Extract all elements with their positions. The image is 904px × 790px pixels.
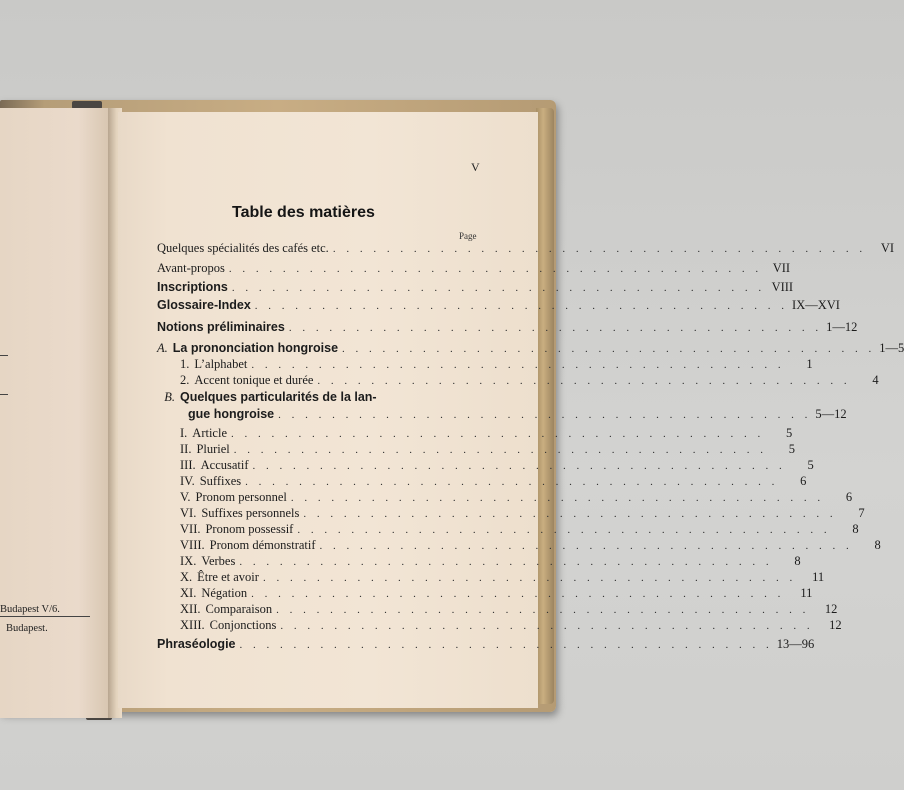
toc-entry <box>180 522 859 538</box>
toc-entry-number: B. <box>164 390 175 404</box>
toc-leader-dots: . . . . . . . . . . . . . . . . . . . . . . . . . . . . . . . . . . . . . . . . <box>276 604 810 616</box>
toc-entry-page: 4 <box>872 373 879 387</box>
toc-entry-page: VI <box>880 241 895 255</box>
toc-entry-label: L’alphabet <box>194 357 248 371</box>
toc-leader-dots: . . . . . . . . . . . . . . . . . . . . . . . . . . . . . . . . . . . . . . . . <box>290 492 825 504</box>
toc-entry-label: Comparaison <box>205 602 273 616</box>
left-page-line-2: Budapest. <box>6 623 48 634</box>
toc-entry-page: 6 <box>800 474 807 488</box>
toc-leader-dots: . . . . . . . . . . . . . . . . . . . . . . . . . . . . . . . . . . . . . . . . <box>288 322 823 334</box>
toc-entry <box>157 390 482 406</box>
toc-entry-label: gue hongroise <box>188 407 275 421</box>
toc-entry-label: Pronom démonstratif <box>209 538 316 552</box>
toc-entry-page: 1 <box>806 357 813 371</box>
toc-leader-dots: . . . . . . . . . . . . . . . . . . . . . . . . . . . . . . . . . . . . . . . . <box>254 300 789 312</box>
toc-entry <box>157 341 904 357</box>
toc-entry-page: 5 <box>807 458 814 472</box>
toc-entry <box>180 458 814 474</box>
toc-entry-label: Avant-propos <box>157 261 225 275</box>
toc-entry-number: II. <box>180 442 192 456</box>
toc-leader-dots: . . . . . . . . . . . . . . . . . . . . . . . . . . . . . . . . . . . . . . . . <box>231 428 765 440</box>
toc-entry <box>180 490 853 506</box>
toc-entry-number: VII. <box>180 522 201 536</box>
toc-entry-page: 8 <box>874 538 881 552</box>
toc-entry-number: X. <box>180 570 193 584</box>
toc-entry-label: Suffixes <box>199 474 242 488</box>
toc-entry <box>180 602 838 618</box>
toc-entry-label: Verbes <box>201 554 236 568</box>
toc-leader-dots: . . . . . . . . . . . . . . . . . . . . . . . . . . . . . . . . . . . . . . . . <box>319 540 853 552</box>
toc-leader-dots: . . . . . . . . . . . . . . . . . . . . . . . . . . . . . . . . . . . . . . . . <box>251 359 785 371</box>
toc-entry-label: Quelques spécialités des cafés etc. <box>157 241 329 255</box>
toc-entry <box>180 357 813 373</box>
toc-entry-label: Accent tonique et durée <box>194 373 314 387</box>
toc-entry-page: 7 <box>858 506 865 520</box>
toc-entry-label: Pluriel <box>196 442 230 456</box>
toc-leader-dots: . . . . . . . . . . . . . . . . . . . . . . . . . . . . . . . . . . . . . . . . <box>280 620 814 632</box>
toc-entry-label: Glossaire-Index <box>157 298 251 312</box>
toc-entry <box>180 474 807 490</box>
toc-entry <box>180 618 842 634</box>
toc-leader-dots: . . . . . . . . . . . . . . . . . . . . . . . . . . . . . . . . . . . . . . . . <box>239 556 773 568</box>
toc-leader-dots: . . . . . . . . . . . . . . . . . . . . . . . . . . . . . . . . . . . . . . . . <box>231 282 766 294</box>
toc-entry <box>157 637 815 653</box>
toc-entry-number: XIII. <box>180 618 205 632</box>
toc-entry <box>180 538 881 554</box>
left-underline <box>0 616 90 617</box>
page-number: V <box>471 160 480 174</box>
toc-entry-label: Accusatif <box>200 458 249 472</box>
toc-leader-dots: . . . . . . . . . . . . . . . . . . . . . . . . . . . . . . . . . . . . . . . . <box>233 444 768 456</box>
toc-leader-dots: . . . . . . . . . . . . . . . . . . . . . . . . . . . . . . . . . . . . . . . . <box>278 409 812 421</box>
toc-entry-number: 1. <box>180 357 190 371</box>
toc-entry-number: XI. <box>180 586 197 600</box>
toc-leader-dots: . . . . . . . . . . . . . . . . . . . . . . . . . . . . . . . . . . . . . . . . <box>297 524 831 536</box>
toc-leader-dots: . . . . . . . . . . . . . . . . . . . . . . . . . . . . . . . . . . . . . . . . <box>245 476 779 488</box>
toc-entry <box>157 261 791 277</box>
toc-leader-dots: . . . . . . . . . . . . . . . . . . . . . . . . . . . . . . . . . . . . . . . . <box>251 588 785 600</box>
toc-entry-page: 1—12 <box>826 320 858 334</box>
toc-entry <box>180 586 813 602</box>
toc-entry-number: V. <box>180 490 191 504</box>
toc-entry-number: IX. <box>180 554 197 568</box>
toc-entry <box>180 554 801 570</box>
toc-entry-label: Pronom possessif <box>205 522 294 536</box>
toc-entry-number: VI. <box>180 506 197 520</box>
toc-leader-dots: . . . . . . . . . . . . . . . . . . . . . . . . . . . . . . . . . . . . . . . . <box>317 375 851 387</box>
toc-leader-dots: . . . . . . . . . . . . . . . . . . . . . . . . . . . . . . . . . . . . . . . . <box>332 243 867 255</box>
toc-entry-number: I. <box>180 426 188 440</box>
toc-entry-page: 12 <box>824 602 838 616</box>
toc-entry <box>180 442 796 458</box>
toc-entry-label: Notions préliminaires <box>157 320 285 334</box>
toc-entry-label: Article <box>192 426 228 440</box>
toc-leader-dots: . . . . . . . . . . . . . . . . . . . . . . . . . . . . . . . . . . . . . . . . <box>239 639 773 651</box>
toc-entry-label: Être et avoir <box>197 570 259 584</box>
toc-entry <box>180 373 879 389</box>
toc-entry <box>180 426 793 442</box>
toc-entry-label: Phraséologie <box>157 637 236 651</box>
toc-leader-dots: . . . . . . . . . . . . . . . . . . . . . . . . . . . . . . . . . . . . . . . . <box>228 263 763 275</box>
toc-leader-dots: . . . . . . . . . . . . . . . . . . . . . . . . . . . . . . . . . . . . . . . . <box>262 572 797 584</box>
toc-entry <box>180 570 825 586</box>
toc-entry-label: Pronom personnel <box>195 490 287 504</box>
toc-entry-number: III. <box>180 458 196 472</box>
toc-entry-number: VIII. <box>180 538 205 552</box>
toc-entry <box>180 506 865 522</box>
left-rule-1 <box>0 355 8 356</box>
toc-entry-label: Quelques particularités de la lan- <box>180 390 377 404</box>
left-page-line-1: Budapest V/6. <box>0 604 60 615</box>
toc-entry <box>157 241 895 257</box>
toc-entry <box>157 298 840 314</box>
toc-entry-page: 11 <box>800 586 813 600</box>
toc-entry-page: 5 <box>786 426 793 440</box>
toc-leader-dots: . . . . . . . . . . . . . . . . . . . . . . . . . . . . . . . . . . . . . . . . <box>252 460 786 472</box>
toc-entry-page: 11 <box>812 570 825 584</box>
toc-entry-page: 13—96 <box>776 637 815 651</box>
page-column-header: Page <box>459 231 477 241</box>
page-title: Table des matières <box>232 204 375 221</box>
toc-entry-number: 2. <box>180 373 190 387</box>
toc-entry-page: VIII <box>771 280 794 294</box>
toc-entry-page: 5—12 <box>815 407 847 421</box>
toc-entry-label: La prononciation hongroise <box>172 341 339 355</box>
toc-entry-label: Négation <box>201 586 248 600</box>
toc-entry-page: IX—XVI <box>792 298 840 312</box>
toc-entry-label: Suffixes personnels <box>201 506 300 520</box>
toc-entry-page: 8 <box>794 554 801 568</box>
toc-entry-number: XII. <box>180 602 201 616</box>
left-rule-2 <box>0 394 8 395</box>
toc-entry-label: Inscriptions <box>157 280 228 294</box>
toc-entry-page: 6 <box>845 490 853 504</box>
toc-entry-number: IV. <box>180 474 195 488</box>
toc-entry-page: 5 <box>788 442 796 456</box>
toc-entry-page: 1—5 <box>879 341 904 355</box>
toc-entry <box>157 280 794 296</box>
toc-entry <box>157 320 858 336</box>
toc-entry-page: VII <box>772 261 791 275</box>
toc-entry <box>188 407 847 423</box>
toc-entry-number: A. <box>157 341 168 355</box>
toc-entry-label: Conjonctions <box>209 618 277 632</box>
toc-entry-page: 12 <box>829 618 842 632</box>
toc-leader-dots: . . . . . . . . . . . . . . . . . . . . . . . . . . . . . . . . . . . . . . . . <box>303 508 837 520</box>
toc-leader-dots: . . . . . . . . . . . . . . . . . . . . . . . . . . . . . . . . . . . . . . . . <box>342 343 876 355</box>
toc-entry-page: 8 <box>852 522 859 536</box>
